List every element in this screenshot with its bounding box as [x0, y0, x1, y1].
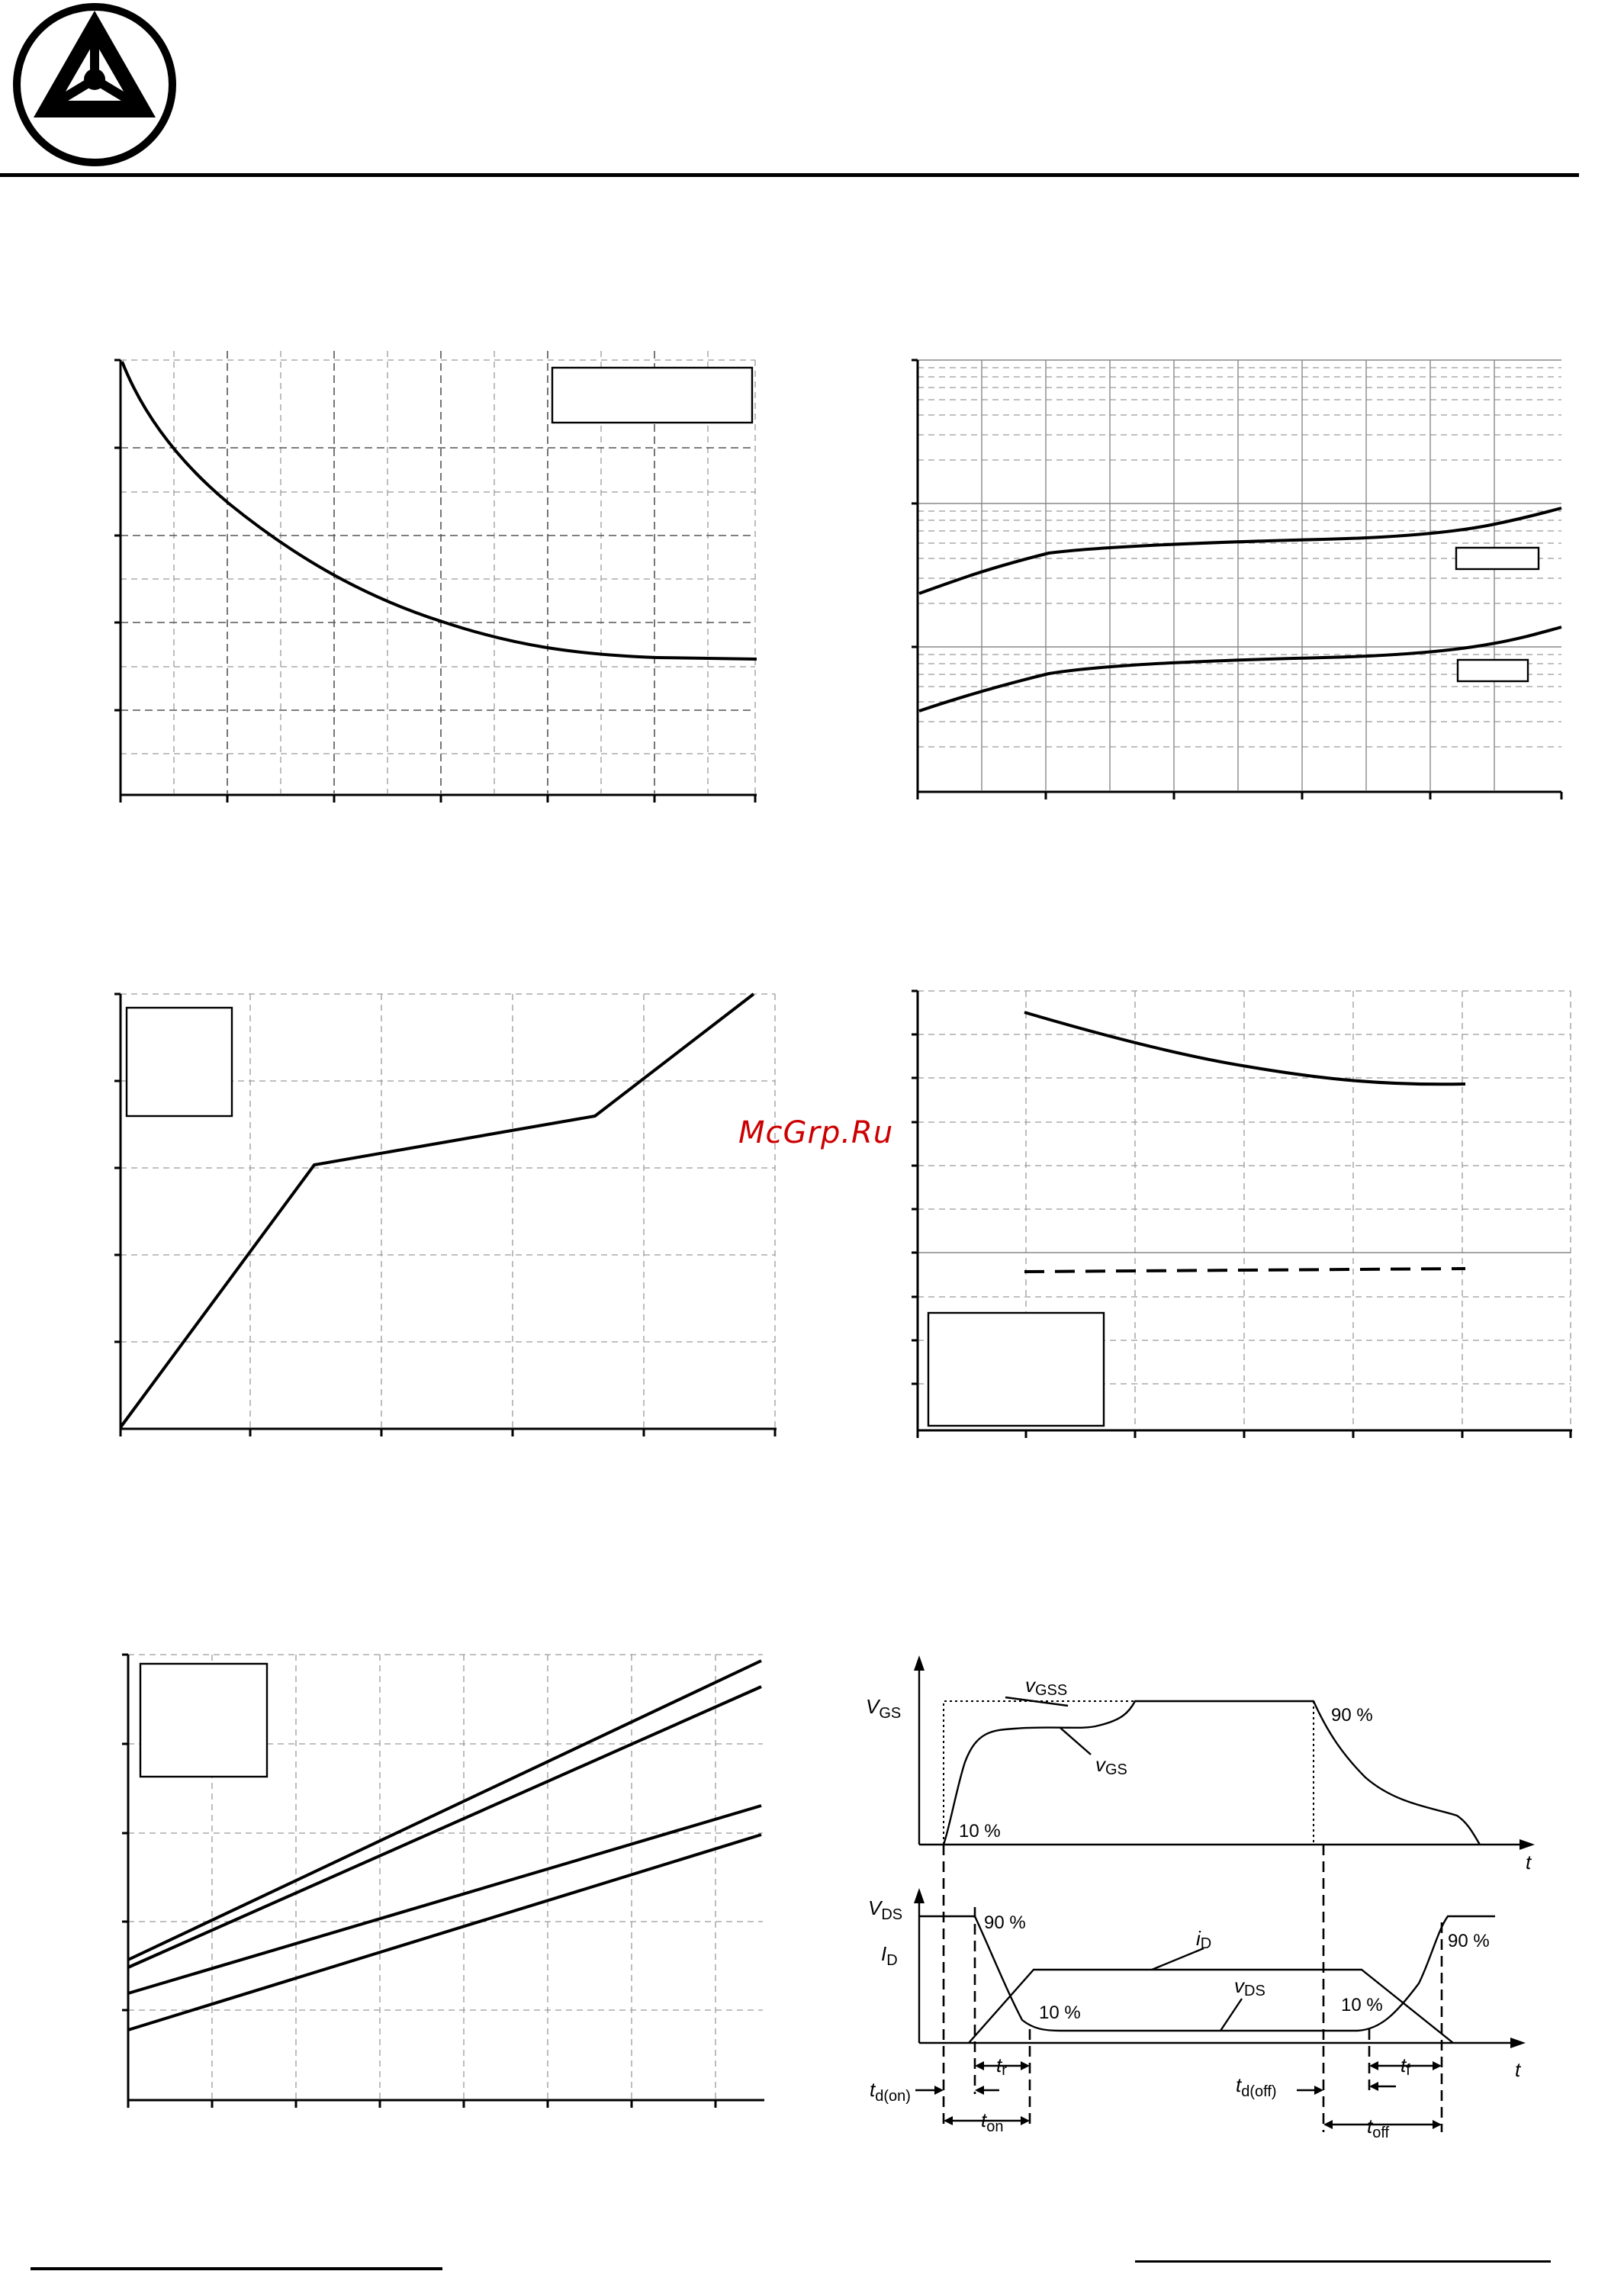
svg-text:VDS: $V_{DS}$ — [868, 1896, 903, 1923]
svg-text:t: t — [1515, 2058, 1521, 2081]
vds-waveform — [919, 1916, 1495, 2031]
chart-4 — [912, 988, 1583, 1438]
svg-text:90 %: 90 % — [1448, 1931, 1490, 1951]
svg-text:ID: $I_D$ — [881, 1942, 898, 1969]
watermark-text: McGrp.Ru — [738, 1115, 894, 1150]
svg-text:VGS: $V_{GS}$ — [866, 1695, 902, 1722]
svg-text:vGS: vGS — [1095, 1753, 1127, 1778]
chart-4-curve-solid — [1024, 1012, 1465, 1084]
svg-text:vDS: vDS — [1234, 1974, 1265, 1999]
header-rule — [0, 173, 1579, 177]
svg-text:10 %: 10 % — [1039, 2002, 1081, 2023]
chart-5 — [122, 1652, 778, 2109]
chart-3 — [114, 988, 786, 1438]
chart-3-legend-box — [127, 1008, 232, 1116]
svg-text:iD: iD — [1196, 1927, 1212, 1952]
svg-text:td(off): $t_{d(off)}$ — [1236, 2073, 1277, 2100]
chart-4-legend-box — [928, 1313, 1104, 1426]
chart-1-legend-box — [552, 368, 752, 423]
chart-5-legend-box — [140, 1664, 267, 1777]
svg-text:toff: $t_{off}$ — [1367, 2115, 1390, 2141]
chart-2 — [912, 351, 1568, 809]
svg-text:10 %: 10 % — [1341, 1995, 1383, 2015]
svg-text:vGSS: vGSS — [1025, 1674, 1068, 1699]
svg-text:t: t — [1526, 1851, 1532, 1874]
footer-rule-left — [31, 2267, 442, 2270]
svg-text:ton: $t_{on}$ — [981, 2109, 1004, 2135]
svg-text:td(on): $t_{d(on)}$ — [870, 2078, 911, 2105]
svg-text:90 %: 90 % — [984, 1912, 1026, 1933]
chart-2-label-upper — [1456, 548, 1539, 569]
svg-text:10 %: 10 % — [959, 1821, 1001, 1842]
switching-timing-diagram — [847, 1655, 1548, 2144]
footer-rule-right — [1135, 2260, 1551, 2263]
triangle-circle-logo-icon — [11, 3, 178, 166]
svg-text:tf: tf — [1400, 2054, 1410, 2079]
chart-2-grid — [918, 360, 1561, 790]
svg-text:90 %: 90 % — [1331, 1705, 1373, 1726]
chart-2-label-lower — [1458, 660, 1528, 681]
vgs-axes — [914, 1655, 1535, 1850]
chart-5-line-4 — [128, 1835, 761, 2030]
chart-1 — [114, 351, 770, 809]
vgs-waveform — [944, 1701, 1480, 1845]
svg-text:tr: tr — [996, 2054, 1007, 2079]
chart-4-curve-dashed — [1024, 1269, 1465, 1272]
chart-5-line-3 — [128, 1806, 761, 1993]
